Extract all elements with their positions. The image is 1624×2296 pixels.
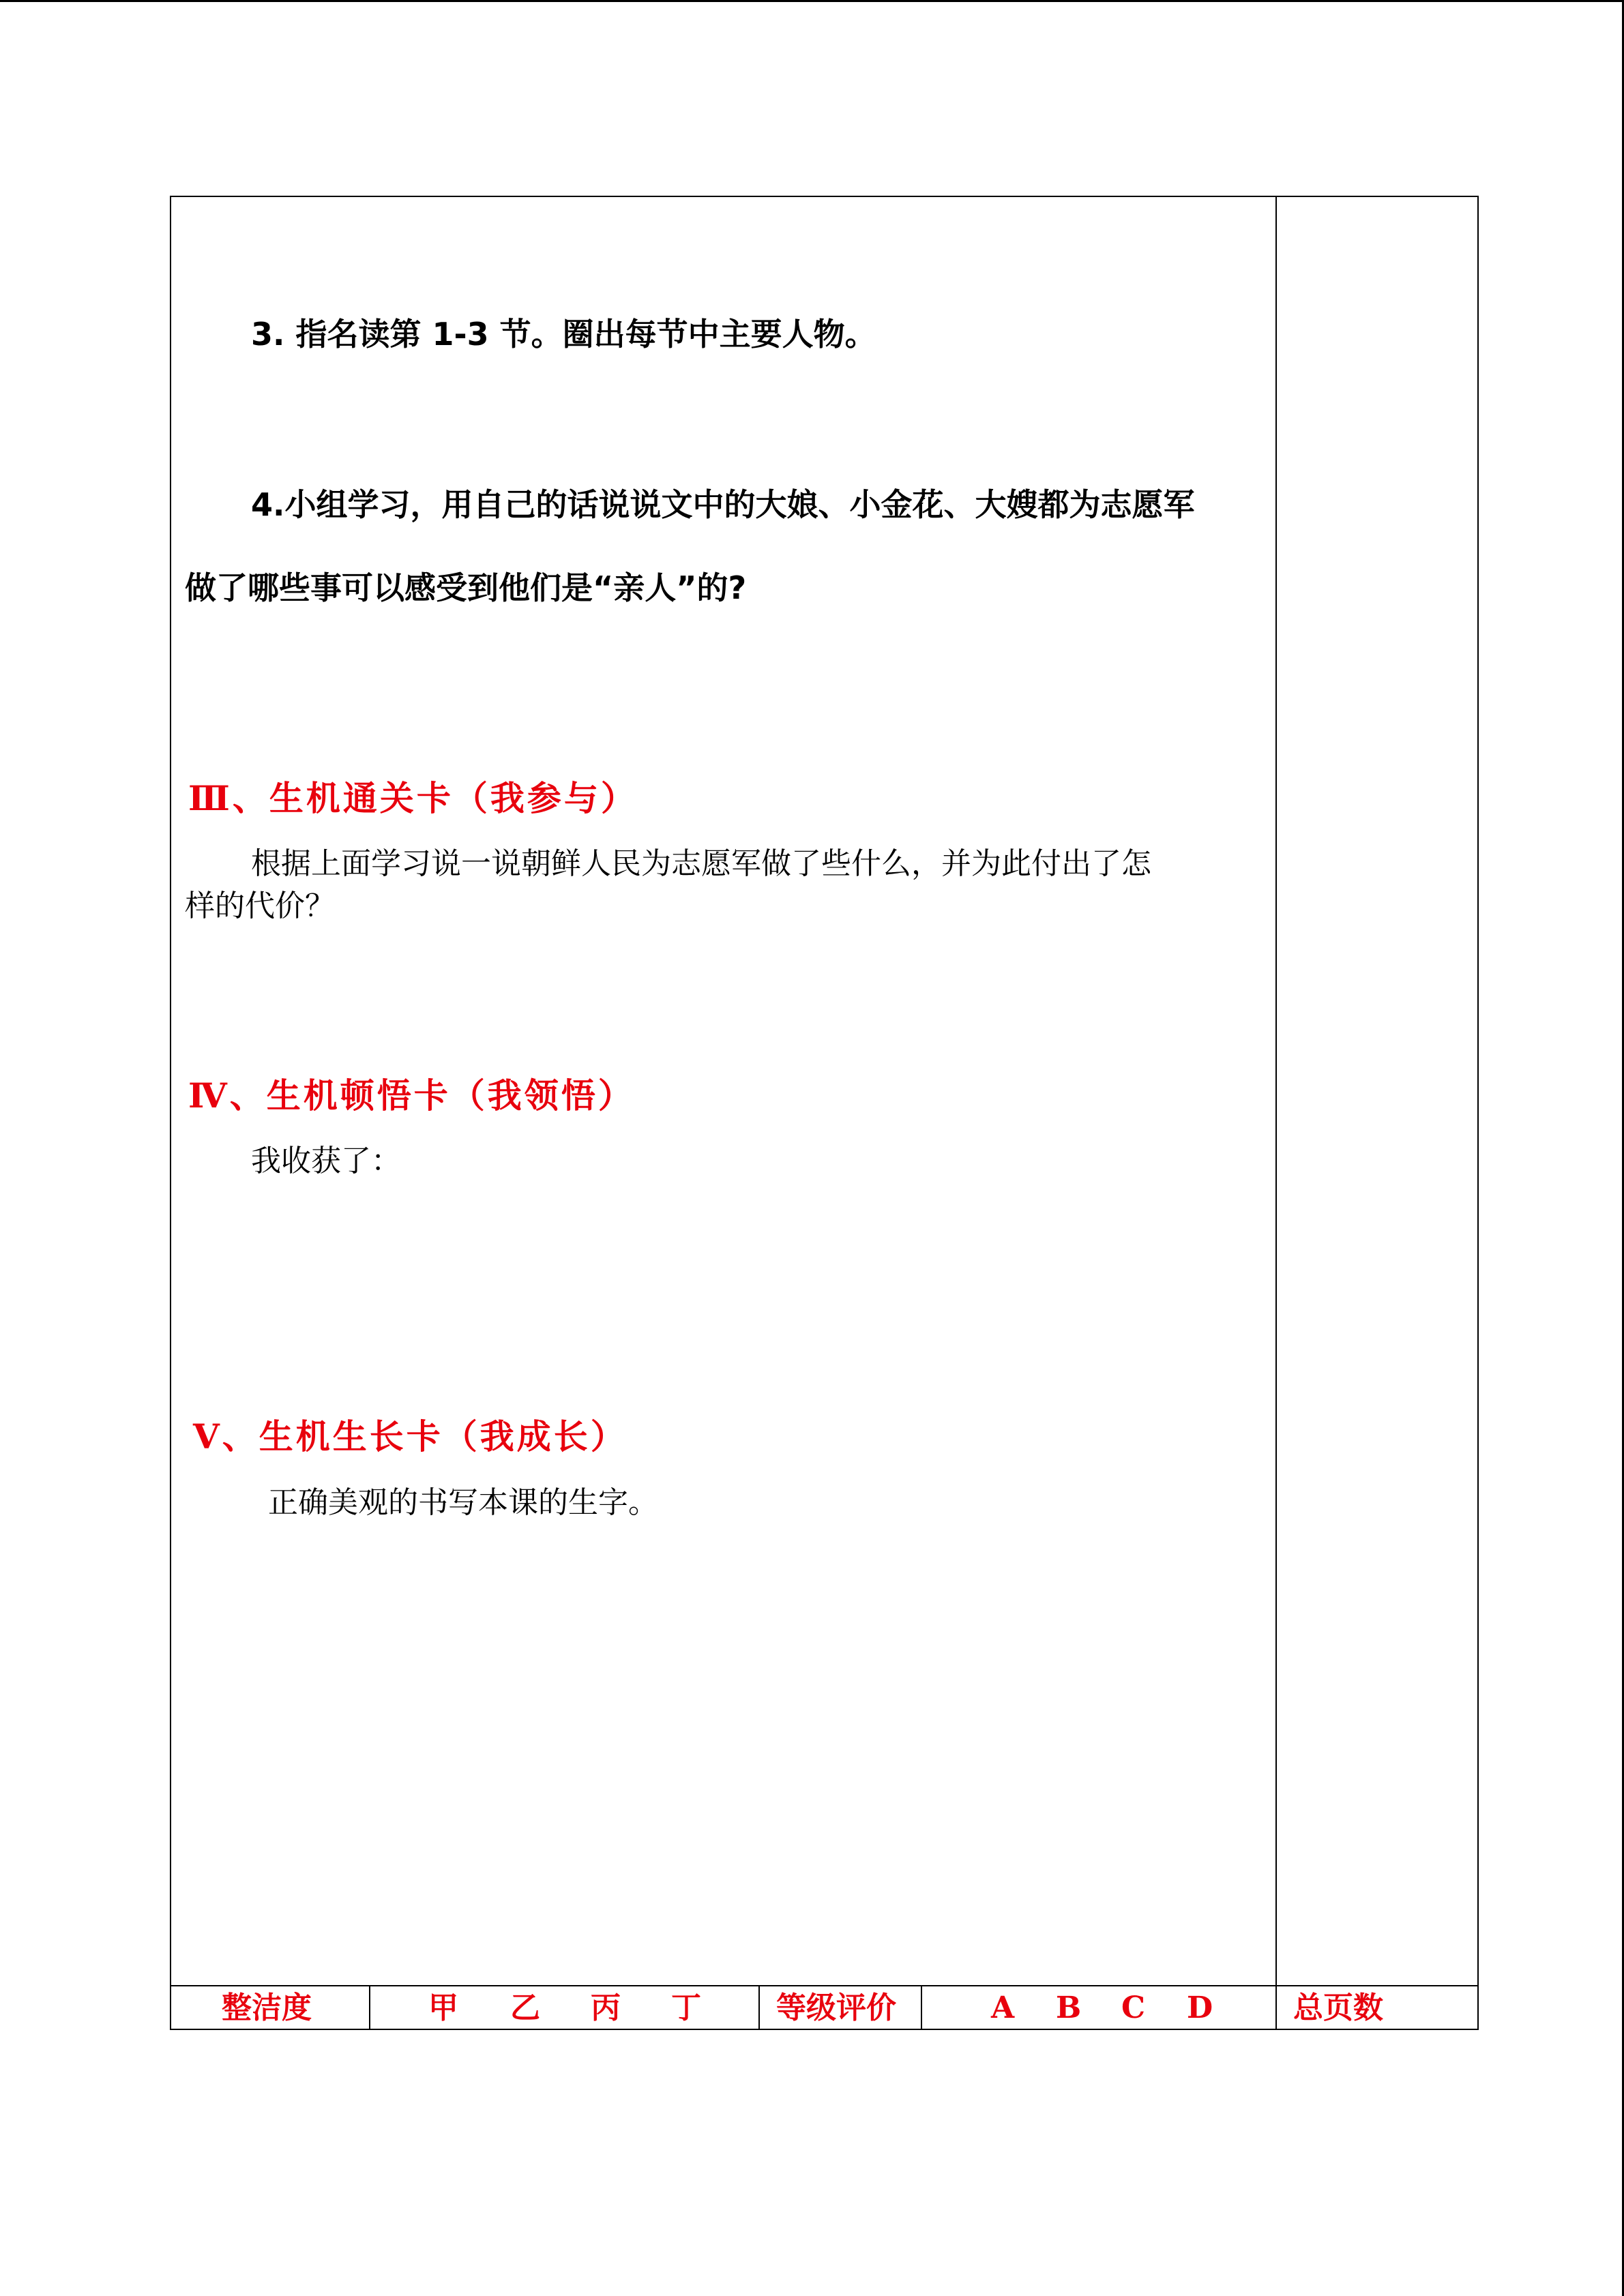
footer-cell-divider bbox=[1275, 1985, 1277, 2030]
neatness-grade-2: 乙 bbox=[510, 1991, 540, 2025]
neatness-grade-3: 丙 bbox=[591, 1991, 621, 2025]
neatness-label: 整洁度 bbox=[222, 1991, 312, 2025]
question-4-line-2: 做了哪些事可以感受到他们是“亲人”的? bbox=[185, 569, 747, 606]
neatness-grade-4: 丁 bbox=[671, 1991, 701, 2025]
total-pages-label: 总页数 bbox=[1293, 1991, 1383, 2025]
footer-cell-divider bbox=[369, 1985, 370, 2030]
section-3-line-1: 根据上面学习说一说朝鲜人民为志愿军做了些什么，并为此付出了怎 bbox=[251, 846, 1151, 881]
rating-grade-a: A bbox=[991, 1991, 1015, 2025]
rating-grade-b: B bbox=[1056, 1991, 1082, 2025]
rating-label: 等级评价 bbox=[776, 1991, 896, 2025]
rating-grade-d: D bbox=[1187, 1991, 1213, 2025]
section-4-title: Ⅳ、生机顿悟卡（我领悟） bbox=[188, 1075, 635, 1116]
section-3-line-2: 样的代价？ bbox=[185, 889, 335, 923]
section-5-text: 正确美观的书写本课的生字。 bbox=[268, 1485, 658, 1520]
footer-cell-divider bbox=[921, 1985, 922, 2030]
rating-grade-c: C bbox=[1121, 1991, 1146, 2025]
section-3-title: Ⅲ、生机通关卡（我参与） bbox=[188, 778, 638, 818]
neatness-grade-1: 甲 bbox=[428, 1991, 458, 2025]
section-4-text: 我收获了： bbox=[251, 1144, 401, 1178]
page-top-border bbox=[0, 0, 1624, 2]
question-4-line-1: 4.小组学习，用自己的话说说文中的大娘、小金花、大嫂都为志愿军 bbox=[251, 486, 1195, 523]
section-5-title: Ⅴ、生机生长卡（我成长） bbox=[193, 1416, 628, 1457]
notes-column-divider bbox=[1275, 196, 1277, 1986]
question-3: 3. 指名读第 1-3 节。圈出每节中主要人物。 bbox=[251, 316, 876, 353]
footer-cell-divider bbox=[758, 1985, 760, 2030]
